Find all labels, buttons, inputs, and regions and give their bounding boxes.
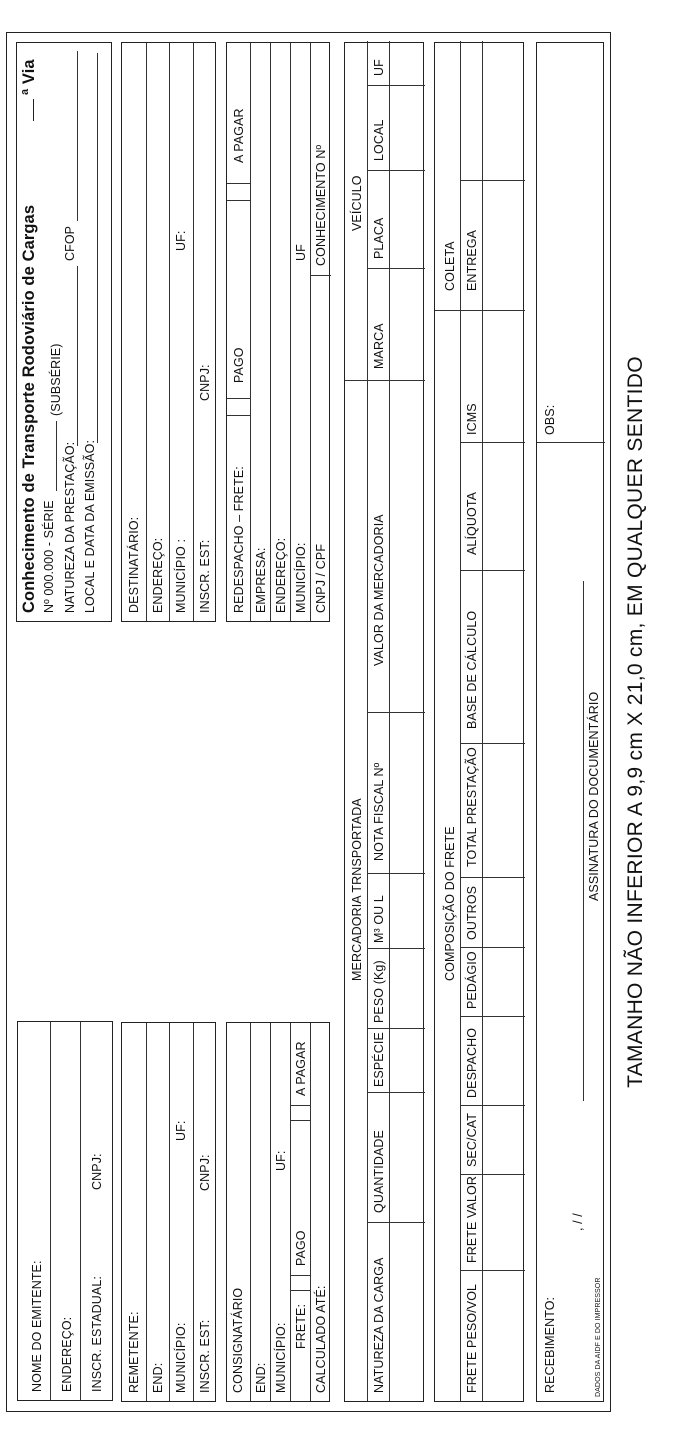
destinatario-label: DESTINATÁRIO:	[127, 516, 141, 613]
assinatura-label: ASSINATURA DO DOCUMENTÁRIO	[587, 691, 601, 901]
natureza-prestacao-label: NATUREZA DA PRESTAÇÃO:	[63, 441, 77, 613]
quantidade-header: QUANTIDADE	[372, 1130, 386, 1213]
subserie-label: (SUBSÉRIE)	[49, 343, 63, 416]
redespacho-apagar-label: A PAGAR	[232, 108, 246, 163]
obs-label: OBS:	[543, 404, 557, 435]
consignatario-calculado-label: CALCULADO ATÉ:	[314, 1285, 328, 1393]
coleta-label: COLETA	[443, 241, 457, 291]
emitente-inscr-label: INSCR. ESTADUAL:	[90, 1276, 104, 1392]
local-data-label: LOCAL E DATA DA EMISSÃO:	[83, 439, 97, 613]
redespacho-municipio-label: MUNICÍPIO:	[294, 542, 308, 613]
remetente-municipio-label: MUNICÍPIO:	[174, 1322, 188, 1393]
remetente-label: REMETENTE:	[127, 1311, 141, 1393]
dados-aidf-label: DADOS DA AIDF E DO IMPRESSOR	[595, 1277, 602, 1397]
redespacho-empresa-label: EMPRESA:	[254, 547, 268, 613]
redespacho-frete-label: REDESPACHO – FRETE:	[232, 466, 246, 613]
remetente-inscr-label: INSCR. EST:	[198, 1319, 212, 1393]
destinatario-uf-label: UF:	[174, 230, 188, 251]
remetente-end-label: END:	[151, 1362, 165, 1393]
base-calculo-header: BASE DE CÁLCULO	[465, 610, 479, 729]
recebimento-label: RECEBIMENTO:	[543, 1296, 557, 1393]
mercadoria-section-label: MERCADORIA TRNSPORTADA	[350, 798, 364, 981]
icms-header: ICMS	[465, 403, 479, 435]
frete-peso-header: FRETE PESO/VOL	[465, 1283, 479, 1393]
veiculo-placa-header: PLACA	[372, 217, 386, 259]
especie-header: ESPÉCIE	[372, 1032, 386, 1087]
redespacho-pago-label: PAGO	[232, 347, 246, 383]
composicao-section-label: COMPOSIÇÃO DO FRETE	[443, 826, 457, 981]
destinatario-section	[121, 42, 216, 622]
m3-header: M³ OU L	[372, 895, 386, 943]
conhecimento-numero-label: CONHECIMENTO Nº	[314, 144, 328, 266]
natureza-carga-header: NATUREZA DA CARGA	[372, 1257, 386, 1393]
despacho-header: DESPACHO	[465, 1027, 479, 1098]
aliquota-header: ALÍQUOTA	[465, 491, 479, 555]
veiculo-local-header: LOCAL	[372, 119, 386, 161]
entrega-label: ENTREGA	[465, 229, 479, 291]
destinatario-municipio-label: MUNICÍPIO :	[174, 538, 188, 613]
emitente-endereco-label: ENDEREÇO:	[60, 1316, 74, 1392]
pedagio-header: PEDÁGIO	[465, 951, 479, 1009]
footer-size-note: TAMANHO NÃO INFERIOR A 9,9 cm X 21,0 cm, EM QUALQUER SENTIDO	[624, 356, 647, 1088]
total-prestacao-header: TOTAL PRESTAÇÃO	[465, 747, 479, 867]
veiculo-uf-header: UF	[372, 59, 386, 76]
conhecimento-box	[16, 42, 112, 622]
consignatario-municipio-label: MUNICÍPIO:	[274, 1322, 288, 1393]
consignatario-apagar-label: A PAGAR	[294, 1041, 308, 1096]
serie-label: Nº 000.000 - SÉRIE	[42, 500, 56, 613]
valor-mercadoria-header: VALOR DA MERCADORIA	[372, 514, 386, 666]
remetente-cnpj-label: CNPJ:	[198, 1154, 212, 1191]
emitente-nome-label: NOME DO EMITENTE:	[30, 1260, 44, 1392]
destinatario-endereco-label: ENDEREÇO:	[151, 537, 165, 613]
veiculo-marca-header: MARCA	[372, 323, 386, 369]
redespacho-section	[226, 42, 330, 622]
redespacho-cnpj-label: CNPJ / CPF	[314, 543, 328, 613]
nota-fiscal-header: NOTA FISCAL Nº	[372, 762, 386, 861]
peso-header: PESO (Kg)	[372, 960, 386, 1023]
via-text: ª Via	[20, 59, 38, 95]
remetente-uf-label: UF:	[174, 1120, 188, 1141]
sec-cat-header: SEC/CAT	[465, 1113, 479, 1167]
document-title: Conhecimento de Transporte Rodoviário de Cargas	[20, 204, 38, 613]
consignatario-label: CONSIGNATÁRIO	[231, 1287, 245, 1393]
frete-valor-header: FRETE VALOR	[465, 1176, 479, 1263]
veiculo-section-label: VEÍCULO	[350, 175, 364, 231]
redespacho-endereco-label: ENDEREÇO:	[274, 537, 288, 613]
destinatario-cnpj-label: CNPJ:	[198, 364, 212, 401]
emitente-cnpj-label: CNPJ:	[90, 1153, 104, 1190]
outros-header: OUTROS	[465, 885, 479, 940]
via-label	[20, 59, 39, 121]
cfop-label: CFOP	[63, 225, 77, 261]
consignatario-frete-label: FRETE:	[294, 1303, 308, 1349]
consignatario-pago-label: PAGO	[294, 1230, 308, 1266]
consignatario-end-label: END:	[254, 1362, 268, 1393]
destinatario-inscr-label: INSCR. EST:	[198, 539, 212, 613]
recebimento-date-slots: , / /	[571, 1213, 585, 1231]
redespacho-uf-label: UF	[294, 244, 308, 261]
consignatario-uf-label: UF:	[274, 1150, 288, 1171]
